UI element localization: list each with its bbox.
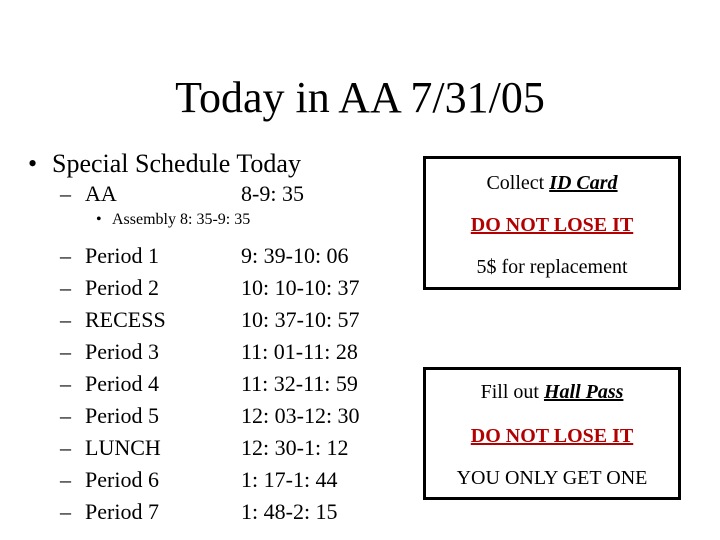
row-label: RECESS [85, 307, 166, 332]
row-label: Period 4 [85, 371, 159, 396]
dash: – [60, 435, 71, 460]
dash: – [60, 467, 71, 492]
row-label: Period 3 [85, 339, 159, 364]
row-label: Period 1 [85, 243, 159, 268]
id-card-emphasis: ID Card [549, 172, 618, 194]
dash: – [60, 181, 71, 206]
dash: – [60, 339, 71, 364]
dash: – [60, 499, 71, 524]
row-label: LUNCH [85, 435, 161, 460]
dash: – [60, 307, 71, 332]
bullet-special-schedule [28, 148, 301, 180]
page-title: Today in AA 7/31/05 [175, 73, 545, 122]
dash: – [60, 275, 71, 300]
id-card-note: 5$ for replacement [476, 256, 628, 278]
row-time: 10: 10-10: 37 [241, 275, 360, 300]
row-time: 11: 32-11: 59 [241, 371, 358, 396]
id-card-warning: DO NOT LOSE IT [470, 214, 634, 236]
hall-pass-emphasis: Hall Pass [543, 381, 624, 403]
id-card-heading [426, 171, 678, 195]
row-time: 1: 48-2: 15 [241, 499, 338, 524]
bullet-dot: • [28, 149, 38, 178]
row-time: 12: 03-12: 30 [241, 403, 360, 428]
hall-pass-prefix: Fill out [480, 381, 539, 403]
sub-bullet-text: Assembly 8: 35-9: 35 [112, 211, 251, 228]
sub-bullet-assembly [96, 210, 250, 230]
hall-pass-note: YOU ONLY GET ONE [456, 467, 648, 489]
row-time: 1: 17-1: 44 [241, 467, 338, 492]
dash: – [60, 243, 71, 268]
row-time: 9: 39-10: 06 [241, 243, 349, 268]
sub-bullet-dot: • [96, 211, 102, 228]
id-card-box [423, 156, 681, 290]
hall-pass-heading [426, 380, 678, 404]
row-label: Period 2 [85, 275, 159, 300]
row-time: 11: 01-11: 28 [241, 339, 358, 364]
row-label: Period 5 [85, 403, 159, 428]
hall-pass-box [423, 367, 681, 500]
row-label: AA [85, 181, 117, 206]
row-label: Period 6 [85, 467, 159, 492]
dash: – [60, 403, 71, 428]
hall-pass-warning: DO NOT LOSE IT [470, 425, 634, 447]
dash: – [60, 371, 71, 396]
bullet-text: Special Schedule Today [52, 149, 301, 178]
row-time: 12: 30-1: 12 [241, 435, 349, 460]
row-time: 10: 37-10: 57 [241, 307, 360, 332]
row-time: 8-9: 35 [241, 181, 304, 206]
row-label: Period 7 [85, 499, 159, 524]
id-card-prefix: Collect [486, 172, 545, 194]
